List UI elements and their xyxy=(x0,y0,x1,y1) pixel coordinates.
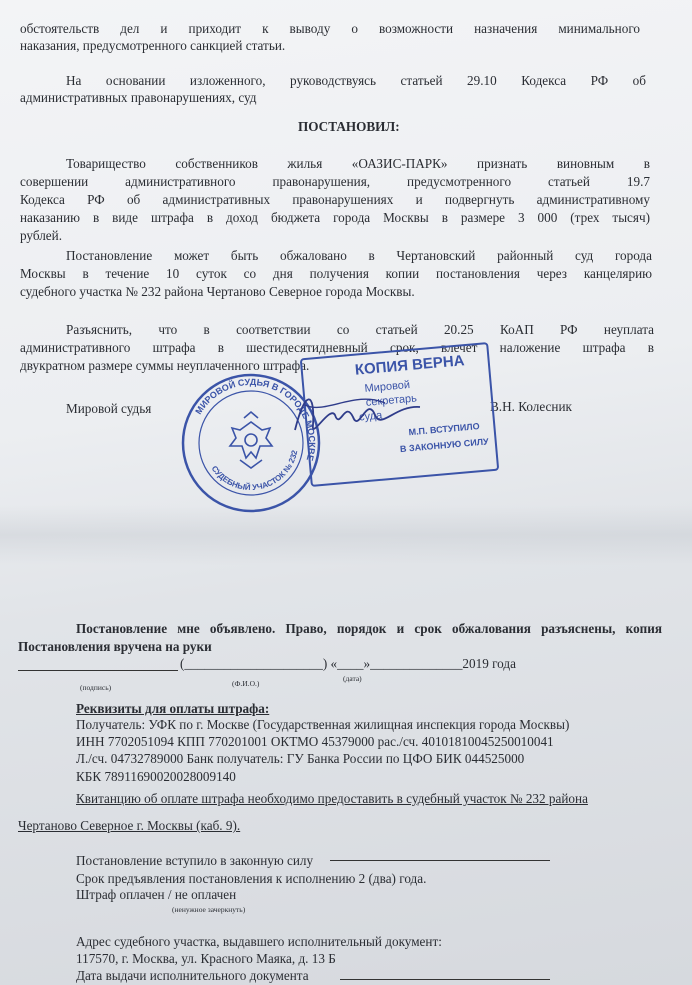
svg-text:СУДЕБНЫЙ УЧАСТОК № 232: СУДЕБНЫЙ УЧАСТОК № 232 xyxy=(209,449,300,493)
text-line: На основании изложенного, руководствуясь статьей 29.10 Кодекса РФ об xyxy=(66,73,646,88)
announcement-line: Постановления вручена на руки xyxy=(18,639,212,654)
issue-date-label: Дата выдачи исполнительного документа xyxy=(76,968,309,983)
requisites-line: КБК 78911690020028009140 xyxy=(76,769,236,784)
copy-certified-stamp: КОПИЯ ВЕРНА Мировой секретарь суда М.П. ВСТУПИЛО В ЗАКОННУЮ СИЛУ xyxy=(300,342,500,487)
heading-postanovil: ПОСТАНОВИЛ: xyxy=(298,119,400,134)
requisites-title: Реквизиты для оплаты штрафа: xyxy=(76,701,270,716)
paper-fold xyxy=(0,505,692,565)
requisites-line: Л./сч. 04732789000 Банк получатель: ГУ Банка России по ЦФО БИК 044525000 xyxy=(76,751,525,766)
text-line: Разъяснить, что в соответствии со статьей 20.25 КоАП РФ неуплата xyxy=(66,322,654,337)
text-line: Постановление может быть обжаловано в Чертановский районный суд города xyxy=(66,248,652,263)
text-line: наказанию в виде штрафа в доход бюджета города Москвы в размере 3 000 (трех тысяч) xyxy=(20,210,650,225)
cross-out-note: (ненужное зачеркнуть) xyxy=(172,905,246,914)
text-line: рублей. xyxy=(20,228,63,243)
address-line: Адрес судебного участка, выдавшего исполнительный документ: xyxy=(76,934,442,949)
caption-signature: (подпись) xyxy=(80,683,112,692)
text-line: Товарищество собственников жилья «ОАЗИС-ПАРК» признать виновным в xyxy=(66,156,650,171)
caption-fio: (Ф.И.О.) xyxy=(232,679,260,688)
text-line: совершении административного правонарушения, предусмотренного статьей 19.7 xyxy=(20,174,650,189)
effective-date-field[interactable] xyxy=(330,860,550,861)
text-line: наказания, предусмотренного санкцией статьи. xyxy=(20,38,286,53)
svg-text:МИРОВОЙ СУДЬЯ В ГОРОДЕ МОСКВЕ: МИРОВОЙ СУДЬЯ В ГОРОДЕ МОСКВЕ xyxy=(193,376,318,462)
receipt-note: Квитанцию об оплате штрафа необходимо предоставить в судебный участок № 232 района xyxy=(76,791,588,806)
judge-name: В.Н. Колесник xyxy=(490,399,572,414)
period-line: Срок предъявления постановления к исполнению 2 (два) года. xyxy=(76,871,427,886)
receipt-note: Чертаново Северное г. Москвы (каб. 9). xyxy=(18,818,241,833)
text-line: судебного участка № 232 района Чертаново Северное города Москвы. xyxy=(20,284,415,299)
judge-signature-icon xyxy=(285,385,425,445)
paid-status: Штраф оплачен / не оплачен xyxy=(76,887,237,902)
fio-date-row: (_____________________) «____»______________2019 года xyxy=(180,656,516,671)
text-line: административного штрафа в шестидесятидневный срок, влечет наложение штрафа в xyxy=(20,340,654,355)
judge-title: Мировой судья xyxy=(66,401,152,416)
text-line: Москвы в течение 10 суток со дня получения копии постановления через канцелярию xyxy=(20,266,652,281)
text-line: обстоятельств дел и приходит к выводу о возможности назначения минимального xyxy=(20,21,640,36)
effective-date-label: Постановление вступило в законную силу xyxy=(76,853,314,868)
address-line: 117570, г. Москва, ул. Красного Маяка, д. 13 Б xyxy=(76,951,336,966)
issue-date-field[interactable] xyxy=(340,979,550,980)
caption-date: (дата) xyxy=(343,674,362,683)
signature-field[interactable] xyxy=(18,670,178,671)
announcement-line: Постановление мне объявлено. Право, порядок и срок обжалования разъяснены, копия xyxy=(76,621,662,636)
text-line: Кодекса РФ об административных правонарушениях и подвергнуть административному xyxy=(20,192,650,207)
requisites-line: Получатель: УФК по г. Москве (Государственная жилищная инспекция города Москвы) xyxy=(76,717,570,732)
text-line: двукратном размере суммы неуплаченного штрафа. xyxy=(20,358,310,373)
requisites-line: ИНН 7702051094 КПП 770201001 ОКТМО 45379000 рас./сч. 40101810045250010041 xyxy=(76,734,554,749)
text-line: административных правонарушениях, суд xyxy=(20,90,257,105)
